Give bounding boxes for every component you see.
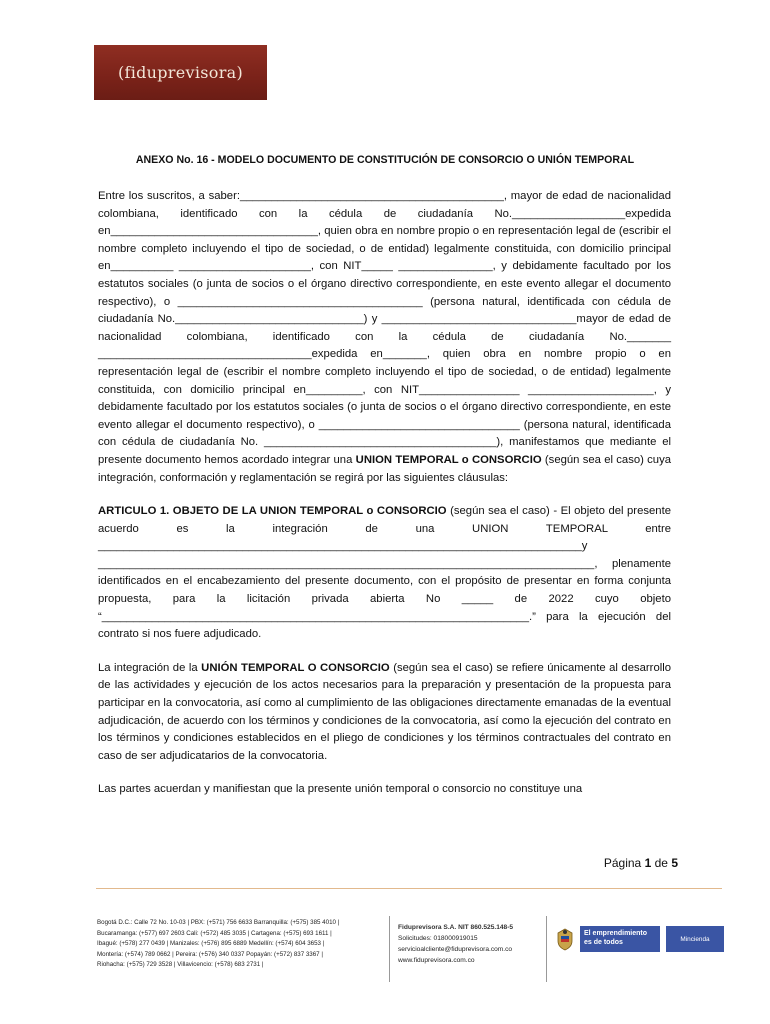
company-website: www.fiduprevisora.com.co	[398, 957, 475, 964]
p3-bold: UNIÓN TEMPORAL O CONSORCIO	[201, 661, 390, 674]
article-1-text: (según sea el caso) - El objeto del presente acuerdo es la integración de una UNION TEMPORAL entre _____________________________________________________________________________y _______________________________________________________________________________, plenamente identificados en el encabezamiento del presente documento, con el propósito de presentar en forma conjunta propuesta, para la licitación privada abierta No _____ de 2022 cuyo objeto “____________________________________________________________________.” para la ejecución del contrato si nos fuere adjudicado.	[98, 505, 671, 641]
page-number	[604, 856, 678, 870]
address-line: Bogotá D.C.: Calle 72 No. 10-03 | PBX: (+571) 756 6633 Barranquilla: (+575) 385 4010 |	[97, 919, 340, 926]
document-title: ANEXO No. 16 - MODELO DOCUMENTO DE CONSTITUCIÓN DE CONSORCIO O UNIÓN TEMPORAL	[135, 154, 635, 166]
paragraph-4: Las partes acuerdan y manifiestan que la presente unión temporal o consorcio no constituye una	[98, 783, 583, 796]
company-phone: Solicitudes: 018000919015	[398, 935, 478, 942]
fiduprevisora-logo	[94, 45, 267, 100]
footer-divider	[96, 888, 722, 889]
p1-text-a: Entre los suscritos, a saber:__________________________________________, mayor de edad de nacionalidad colombiana, identificado con la cédula de ciudadanía No.__________________expedida en_________________________________, quien obra en nombre propio o en representación legal de (escribir el nombre completo incluyendo el tipo de sociedad, o de entidad) legalmente constituida, con domicilio principal en__________ _____________________, con NIT_____ _______________, y debidamente facultado por los estatutos sociales (o junta de socios o el órgano directivo correspondiente, en este evento allegar el documento respectivo), o _______________________________________ (persona natural, identificada con cédula de ciudadanía No.______________________________) y _______________________________mayor de edad de nacionalidad colombiana, identificado con la cédula de ciudadanía No._______ __________________________________expedida en_______, quien obra en nombre propio o en representación legal de (escribir el nombre completo incluyendo el tipo de sociedad, o de entidad) legalmente constituida, con domicilio principal en_________, con NIT________________ ____________________, y debidamente facultado por los estatutos sociales (o junta de socios o el órgano directivo correspondiente, en este evento allegar el documento respectivo), o ________________________________ (persona natural, identificada con cédula de ciudadanía No. _____________________________________), manifestamos que mediante el presente documento hemos acordado integrar una	[98, 190, 671, 466]
address-line: Ibagué: (+578) 277 0439 | Manizales: (+576) 895 6889 Medellín: (+574) 604 3653 |	[97, 940, 325, 948]
address-line: Bucaramanga: (+577) 697 2603 Cali: (+572) 485 3035 | Cartagena: (+575) 693 1611 |	[97, 929, 332, 937]
coat-of-arms-icon	[552, 926, 578, 952]
company-info	[398, 922, 548, 966]
company-name: Fiduprevisora S.A. NIT 860.525.148-5	[398, 924, 514, 931]
address-line: Montería: (+574) 789 0662 | Pereira: (+576) 340 0337 Popayán: (+572) 837 3367 |	[97, 950, 323, 958]
footer	[0, 912, 770, 992]
document-body	[98, 188, 671, 799]
p1-text-b: (según sea el caso) cuya integración, conformación y reglamentación se regirá por las siguientes cláusulas:	[98, 453, 672, 484]
government-brand: El emprendimiento es de todos	[580, 926, 660, 952]
paragraph-1	[98, 188, 671, 487]
footer-separator	[546, 916, 547, 982]
article-1-heading: ARTICULO 1. OBJETO DE LA UNION TEMPORAL o CONSORCIO	[98, 505, 447, 518]
paragraph-3	[98, 660, 671, 766]
footer-addresses	[97, 918, 387, 971]
page-of: de	[654, 856, 668, 870]
paragraph-article-1	[98, 503, 671, 644]
p1-bold: UNION TEMPORAL o CONSORCIO	[355, 453, 542, 466]
page-label: Página	[603, 856, 642, 870]
ministry-tag: Mincienda	[666, 926, 724, 952]
brand-separator	[664, 926, 665, 952]
page-total: 5	[671, 856, 678, 870]
p3-text-a: La integración de la	[98, 661, 198, 674]
page-current: 1	[644, 856, 652, 870]
company-email: servicioalcliente@fiduprevisora.com.co	[398, 946, 513, 953]
logo-text: (fiduprevisora)	[117, 63, 244, 82]
p3-text-b: (según sea el caso) se refiere únicamente al desarrollo de las actividades y ejecución de los actos necesarios para la preparación y presentación de la propuesta para participar en la convocatoria, así como al cumplimiento de las obligaciones directamente emanadas de la eventual adjudicación, de acuerdo con los términos y condiciones de la convocatoria, así como la ejecución del contrato en los términos y condiciones establecidos en el pliego de condiciones y los términos contractuales del contrato en caso de ser adjudicatarios de la convocatoria.	[98, 661, 672, 762]
footer-separator	[389, 916, 390, 982]
address-line: Riohacha: (+575) 729 3528 | Villavicencio: (+578) 683 2731 |	[97, 961, 264, 969]
